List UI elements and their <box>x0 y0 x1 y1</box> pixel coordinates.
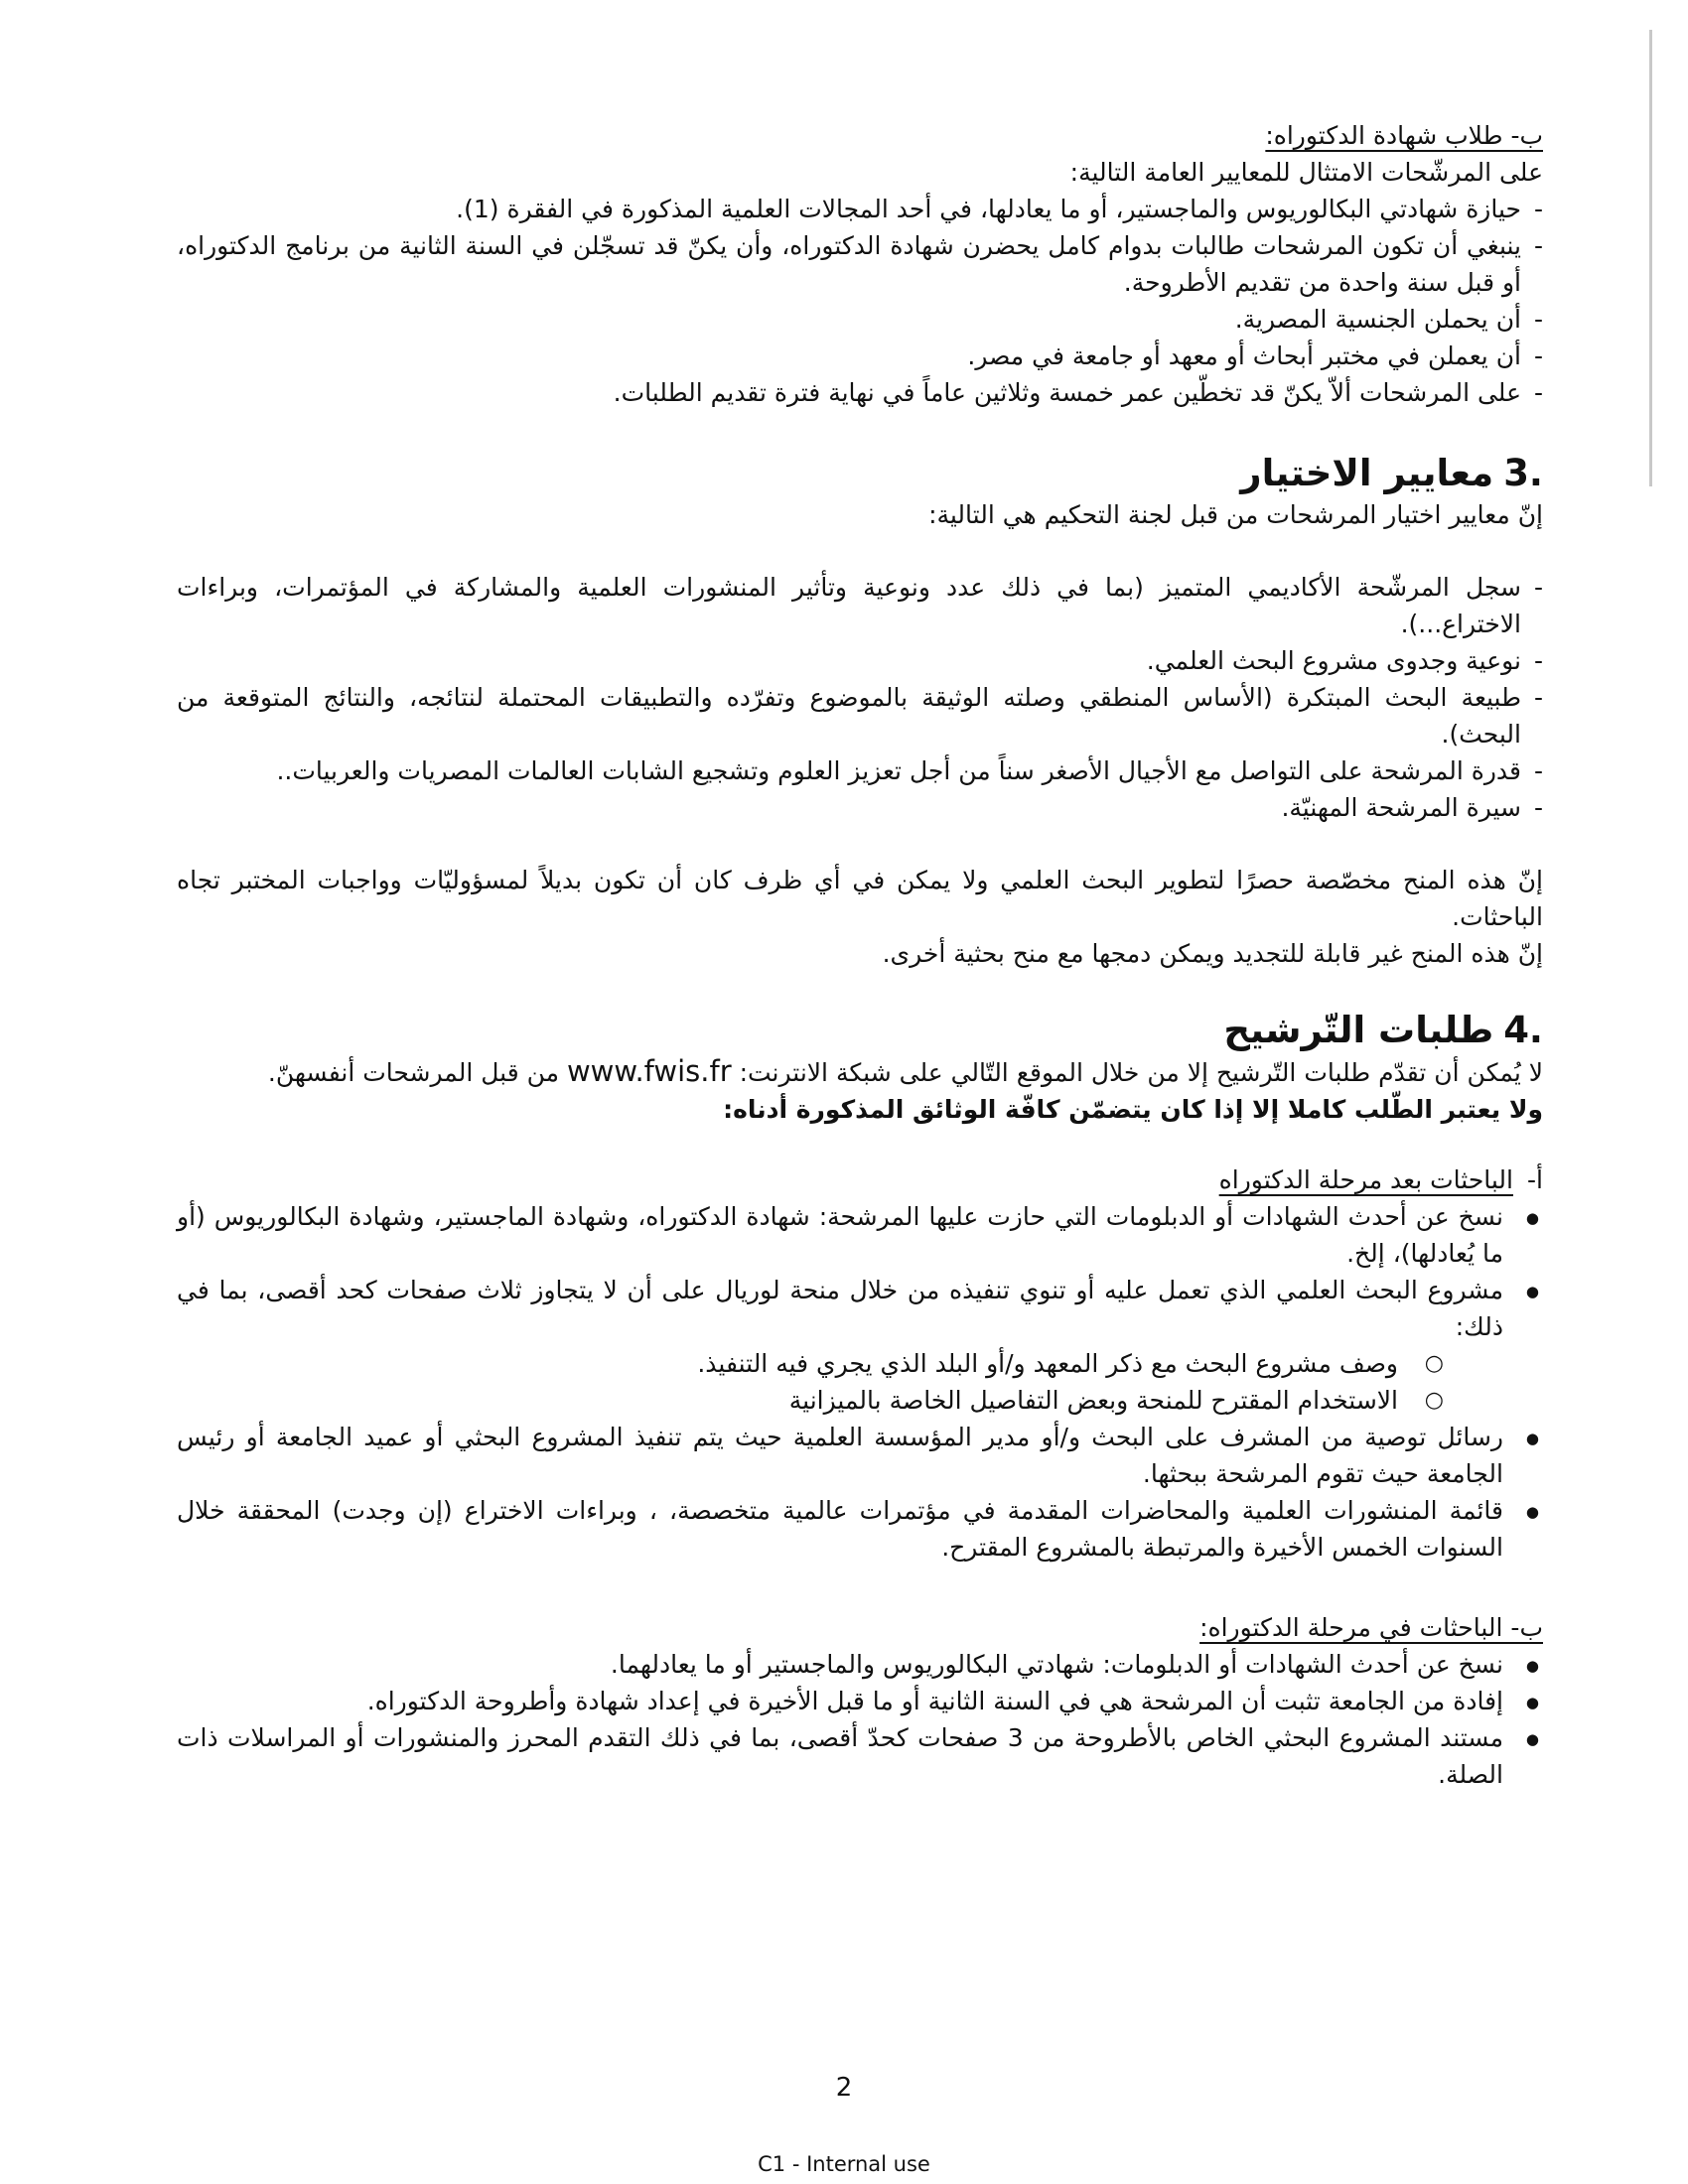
postdoc-documents-list <box>177 1198 1543 1566</box>
list-item: - ينبغي أن تكون المرشحات طالبات بدوام كامل يحضرن شهادة الدكتوراه، وأن يكنّ قد تسجّلن في السنة الثانية من برنامج الدكتوراه، أو قبل سنة واحدة من تقديم الأطروحة. <box>177 227 1543 301</box>
grants-renewal-note: إنّ هذه المنح غير قابلة للتجديد ويمكن دمجها مع منح بحثية أخرى. <box>882 939 1543 968</box>
phd-students-intro: على المرشّحات الامتثال للمعايير العامة التالية: <box>1069 158 1543 187</box>
selection-criteria-list <box>177 569 1543 826</box>
scan-edge-mark <box>1649 30 1652 486</box>
list-item: - أن يعملن في مختبر أبحاث أو معهد أو جامعة في مصر. <box>177 338 1543 374</box>
grants-purpose-note: إنّ هذه المنح مخصّصة حصرًا لتطوير البحث العلمي ولا يمكن في أي ظرف كان أن تكون بديلاً لمسؤوليّات وواجبات المختبر تجاه الباحثات. <box>177 866 1543 931</box>
website-link[interactable]: www.fwis.fr <box>566 1054 732 1088</box>
list-item: - على المرشحات ألاّ يكنّ قد تخطّين عمر خمسة وثلاثين عاماً في نهاية فترة تقديم الطلبات. <box>177 374 1543 411</box>
doctoral-heading: ب- الباحثات في مرحلة الدكتوراه: <box>1199 1613 1543 1642</box>
applications-intro-text: لا يُمكن أن تقدّم طلبات التّرشيح إلا من خلال الموقع التّالي على شبكة الانترنت: <box>739 1058 1543 1087</box>
list-item: - سيرة المرشحة المهنيّة. <box>177 789 1543 826</box>
classification-footer: C1 - Internal use <box>758 2152 930 2176</box>
list-item: ● رسائل توصية من المشرف على البحث و/أو مدير المؤسسة العلمية حيث يتم تنفيذ المشروع البحثي أو عميد الجامعة أو رئيس الجامعة حيث تقوم المرشحة ببحثها. <box>177 1419 1543 1492</box>
postdoc-heading: الباحثات بعد مرحلة الدكتوراه <box>1218 1165 1513 1194</box>
list-item: ● مستند المشروع البحثي الخاص بالأطروحة من 3 صفحات كحدّ أقصى، بما في ذلك التقدم المحرز والمنشورات أو المراسلات ذات الصلة. <box>177 1719 1543 1793</box>
list-item: - قدرة المرشحة على التواصل مع الأجيال الأصغر سناً من أجل تعزيز العلوم وتشجيع الشابات العالمات المصريات والعربيات.. <box>177 752 1543 789</box>
phd-criteria-list <box>177 191 1543 411</box>
list-item: ● إفادة من الجامعة تثبت أن المرشحة هي في السنة الثانية أو ما قبل الأخيرة في إعداد شهادة وأطروحة الدكتوراه. <box>177 1683 1543 1719</box>
doctoral-documents-list <box>177 1646 1543 1793</box>
section-3-heading <box>177 451 1543 496</box>
section-3-title: معايير الاختيار <box>1240 452 1494 494</box>
section-4-heading <box>177 1008 1543 1053</box>
applications-section <box>177 1008 1543 1793</box>
list-item: ● قائمة المنشورات العلمية والمحاضرات المقدمة في مؤتمرات عالمية متخصصة، ، وبراءات الاختراع (إن وجدت) المحققة خلال السنوات الخمس الأخيرة والمرتبطة بالمشروع المقترح. <box>177 1492 1543 1566</box>
selection-criteria-intro: إنّ معايير اختيار المرشحات من قبل لجنة التحكيم هي التالية: <box>928 500 1543 529</box>
postdoc-heading-row <box>177 1161 1543 1198</box>
section-4-number: 4. <box>1503 1009 1543 1051</box>
list-item-text: مشروع البحث العلمي الذي تعمل عليه أو تنوي تنفيذه من خلال منحة لوريال على أن لا يتجاوز ثلاث صفحات كحد أقصى، بما في ذلك: <box>177 1276 1503 1341</box>
document-page <box>177 117 1543 1793</box>
complete-application-note: ولا يعتبر الطّلب كاملا إلا إذا كان يتضمّن كافّة الوثائق المذكورة أدناه: <box>723 1095 1543 1124</box>
list-item: - طبيعة البحث المبتكرة (الأساس المنطقي وصلته الوثيقة بالموضوع وتفرّده والتطبيقات المحتملة لنتائجه، والنتائج المتوقعة من البحث). <box>177 679 1543 752</box>
selection-criteria-section <box>177 451 1543 972</box>
sub-list-item: ○ الاستخدام المقترح للمنحة وبعض التفاصيل الخاصة بالميزانية <box>177 1382 1444 1419</box>
applications-intro-suffix: من قبل المرشحات أنفسهنّ. <box>267 1058 560 1087</box>
list-item: - نوعية وجدوى مشروع البحث العلمي. <box>177 642 1543 679</box>
list-item: - سجل المرشّحة الأكاديمي المتميز (بما في ذلك عدد ونوعية وتأثير المنشورات العلمية والمشاركة في المؤتمرات، وبراءات الاختراع...). <box>177 569 1543 642</box>
page-number: 2 <box>835 2073 853 2103</box>
section-3-number: 3. <box>1503 452 1543 494</box>
applications-intro <box>177 1053 1543 1091</box>
list-item <box>177 1272 1543 1419</box>
postdoc-letter: أ- <box>1527 1165 1543 1194</box>
phd-students-heading: ب- طلاب شهادة الدكتوراه: <box>1265 121 1543 150</box>
project-details-list <box>177 1345 1503 1419</box>
list-item: ● نسخ عن أحدث الشهادات أو الدبلومات التي حازت عليها المرشحة: شهادة الدكتوراه، وشهادة الماجستير، وشهادة البكالوريوس (أو ما يُعادلها)، إلخ. <box>177 1198 1543 1272</box>
list-item: ● نسخ عن أحدث الشهادات أو الدبلومات: شهادتي البكالوريوس والماجستير أو ما يعادلهما. <box>177 1646 1543 1683</box>
list-item: - أن يحملن الجنسية المصرية. <box>177 301 1543 338</box>
phd-students-section <box>177 117 1543 411</box>
list-item: - حيازة شهادتي البكالوريوس والماجستير، أو ما يعادلها، في أحد المجالات العلمية المذكورة في الفقرة (1). <box>177 191 1543 227</box>
sub-list-item: ○ وصف مشروع البحث مع ذكر المعهد و/أو البلد الذي يجري فيه التنفيذ. <box>177 1345 1444 1382</box>
section-4-title: طلبات التّرشيح <box>1223 1009 1494 1051</box>
